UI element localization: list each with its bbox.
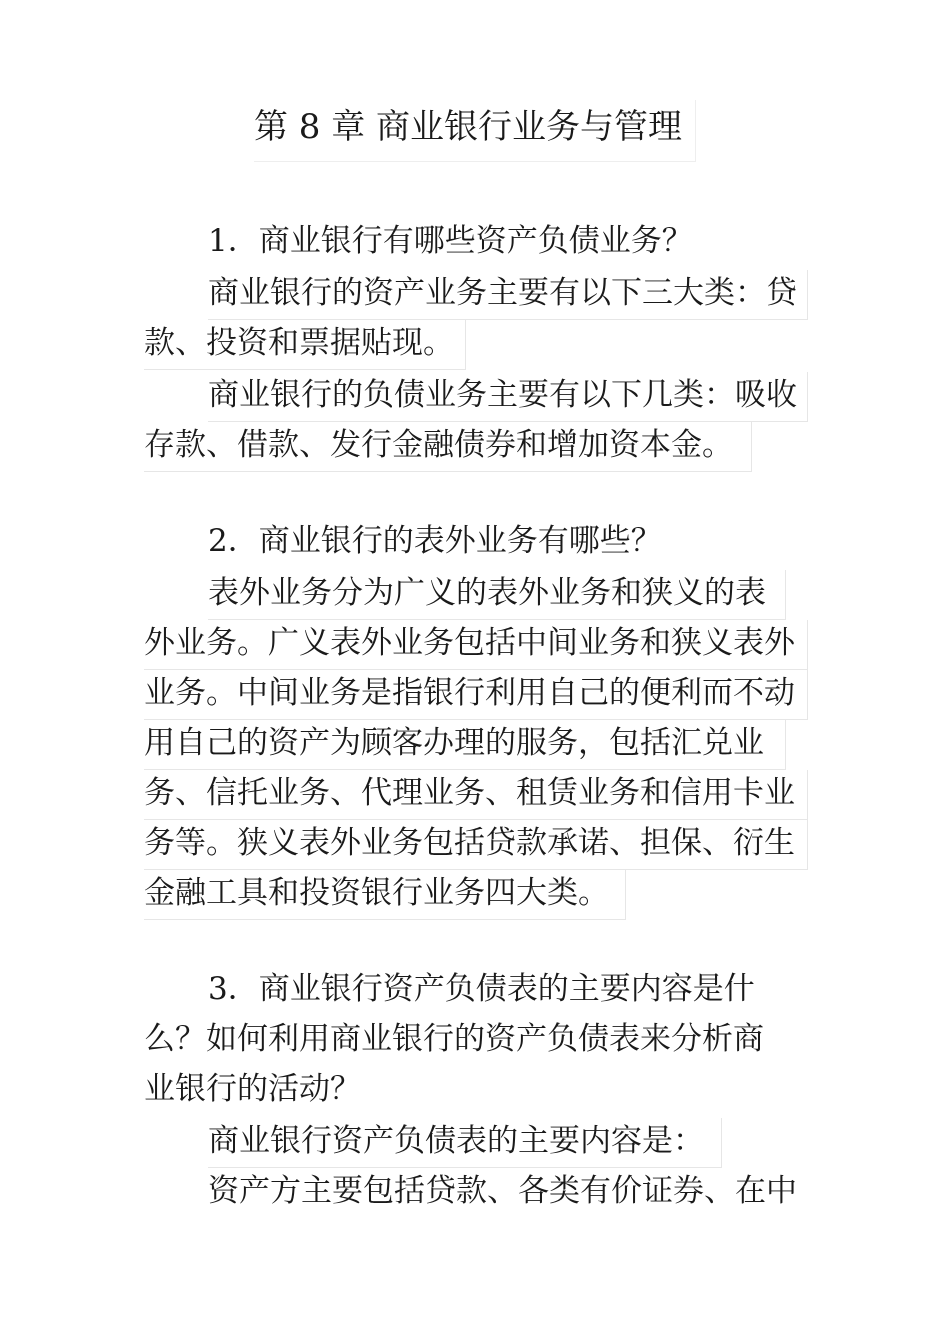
- question-3: 3．商业银行资产负债表的主要内容是什: [208, 971, 755, 1007]
- paragraph-line: 商业银行资产负债表的主要内容是：: [208, 1118, 722, 1168]
- paragraph-line: 务等。狭义表外业务包括贷款承诺、担保、衍生: [144, 820, 808, 870]
- paragraph-line: 金融工具和投资银行业务四大类。: [144, 870, 626, 920]
- paragraph-line: 表外业务分为广义的表外业务和狭义的表: [208, 570, 786, 620]
- paragraph-line: 业务。中间业务是指银行利用自己的便利而不动: [144, 670, 808, 720]
- question-3-line: 么？如何利用商业银行的资产负债表来分析商: [144, 1021, 764, 1057]
- paragraph-line: 款、投资和票据贴现。: [144, 320, 466, 370]
- paragraph-line: 务、信托业务、代理业务、租赁业务和信用卡业: [144, 770, 808, 820]
- question-2: 2．商业银行的表外业务有哪些？: [208, 523, 662, 559]
- paragraph-line: 商业银行的资产业务主要有以下三大类：贷: [208, 270, 808, 320]
- paragraph-line: 存款、借款、发行金融债券和增加资本金。: [144, 422, 752, 472]
- paragraph-line: 商业银行的负债业务主要有以下几类：吸收: [208, 372, 808, 422]
- paragraph-line: 外业务。广义表外业务包括中间业务和狭义表外: [144, 620, 808, 670]
- question-3-line: 业银行的活动？: [144, 1071, 361, 1107]
- question-1: 1．商业银行有哪些资产负债业务？: [208, 223, 693, 259]
- chapter-title: 第 8 章 商业银行业务与管理: [254, 100, 696, 162]
- paragraph-line: 资产方主要包括贷款、各类有价证券、在中: [208, 1173, 797, 1209]
- paragraph-line: 用自己的资产为顾客办理的服务，包括汇兑业: [144, 720, 786, 770]
